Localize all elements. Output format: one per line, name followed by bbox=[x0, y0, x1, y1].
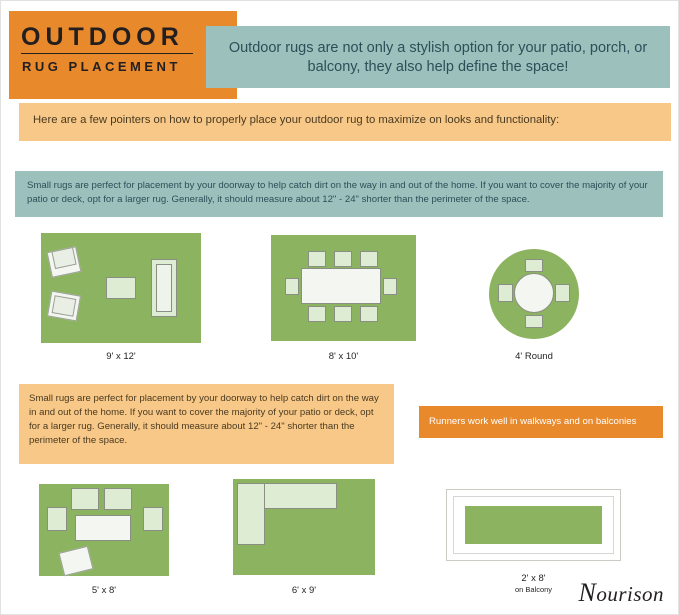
rug-shape bbox=[465, 506, 602, 544]
section1-band-text: Small rugs are perfect for placement by your doorway to help catch dirt on the way in and out of the home. If you want to cover the majority of your patio or deck, opt for a larger rug. Generally, it should measure about 12" - 24" shorter than the perimeter of the space. bbox=[27, 180, 648, 205]
sofa-cushion bbox=[156, 264, 172, 312]
side-chair bbox=[143, 507, 163, 531]
rug-caption: 4' Round bbox=[515, 351, 553, 362]
chair bbox=[525, 259, 543, 272]
pointer-text: Here are a few pointers on how to properly place your outdoor rug to maximize on looks and functionality: bbox=[33, 114, 560, 126]
rug-caption: 9' x 12' bbox=[106, 351, 136, 362]
page-subtitle: RUG PLACEMENT bbox=[22, 59, 181, 74]
chair bbox=[71, 488, 99, 510]
chair bbox=[285, 278, 299, 295]
brand-rest: ourison bbox=[596, 582, 664, 606]
coffee-table bbox=[75, 515, 131, 541]
brand-initial: N bbox=[578, 578, 597, 607]
chair bbox=[334, 306, 352, 322]
chair bbox=[360, 251, 378, 267]
chair bbox=[555, 284, 570, 302]
chair bbox=[308, 306, 326, 322]
brand-logo bbox=[578, 578, 664, 608]
runner-band-text: Runners work well in walkways and on balconies bbox=[429, 416, 637, 427]
rug-caption: 8' x 10' bbox=[328, 351, 359, 362]
rug-caption: 5' x 8' bbox=[91, 585, 117, 596]
sectional-sofa-left bbox=[237, 483, 265, 545]
dining-table bbox=[301, 268, 381, 304]
title-divider bbox=[21, 53, 193, 54]
chair bbox=[104, 488, 132, 510]
section2-band-text: Small rugs are perfect for placement by your doorway to help catch dirt on the way in and out of the home. If you want to cover the majority of your patio or deck, opt for a larger rug. Generally, it should measure about 12" - 24" shorter than the perimeter of the space. bbox=[29, 393, 379, 446]
coffee-table bbox=[106, 277, 136, 299]
chair bbox=[525, 315, 543, 328]
chair bbox=[308, 251, 326, 267]
rug-caption-sub: on Balcony bbox=[514, 585, 553, 594]
page-title: OUTDOOR bbox=[21, 23, 184, 51]
round-table bbox=[514, 273, 554, 313]
chair bbox=[383, 278, 397, 295]
intro-text: Outdoor rugs are not only a stylish option for your patio, porch, or balcony, they also help define the space! bbox=[228, 40, 648, 75]
rug-caption: 2' x 8' bbox=[521, 573, 546, 584]
side-chair bbox=[47, 507, 67, 531]
chair bbox=[498, 284, 513, 302]
chair bbox=[360, 306, 378, 322]
chair bbox=[334, 251, 352, 267]
rug-caption: 6' x 9' bbox=[291, 585, 317, 596]
chair-cushion bbox=[52, 295, 77, 317]
